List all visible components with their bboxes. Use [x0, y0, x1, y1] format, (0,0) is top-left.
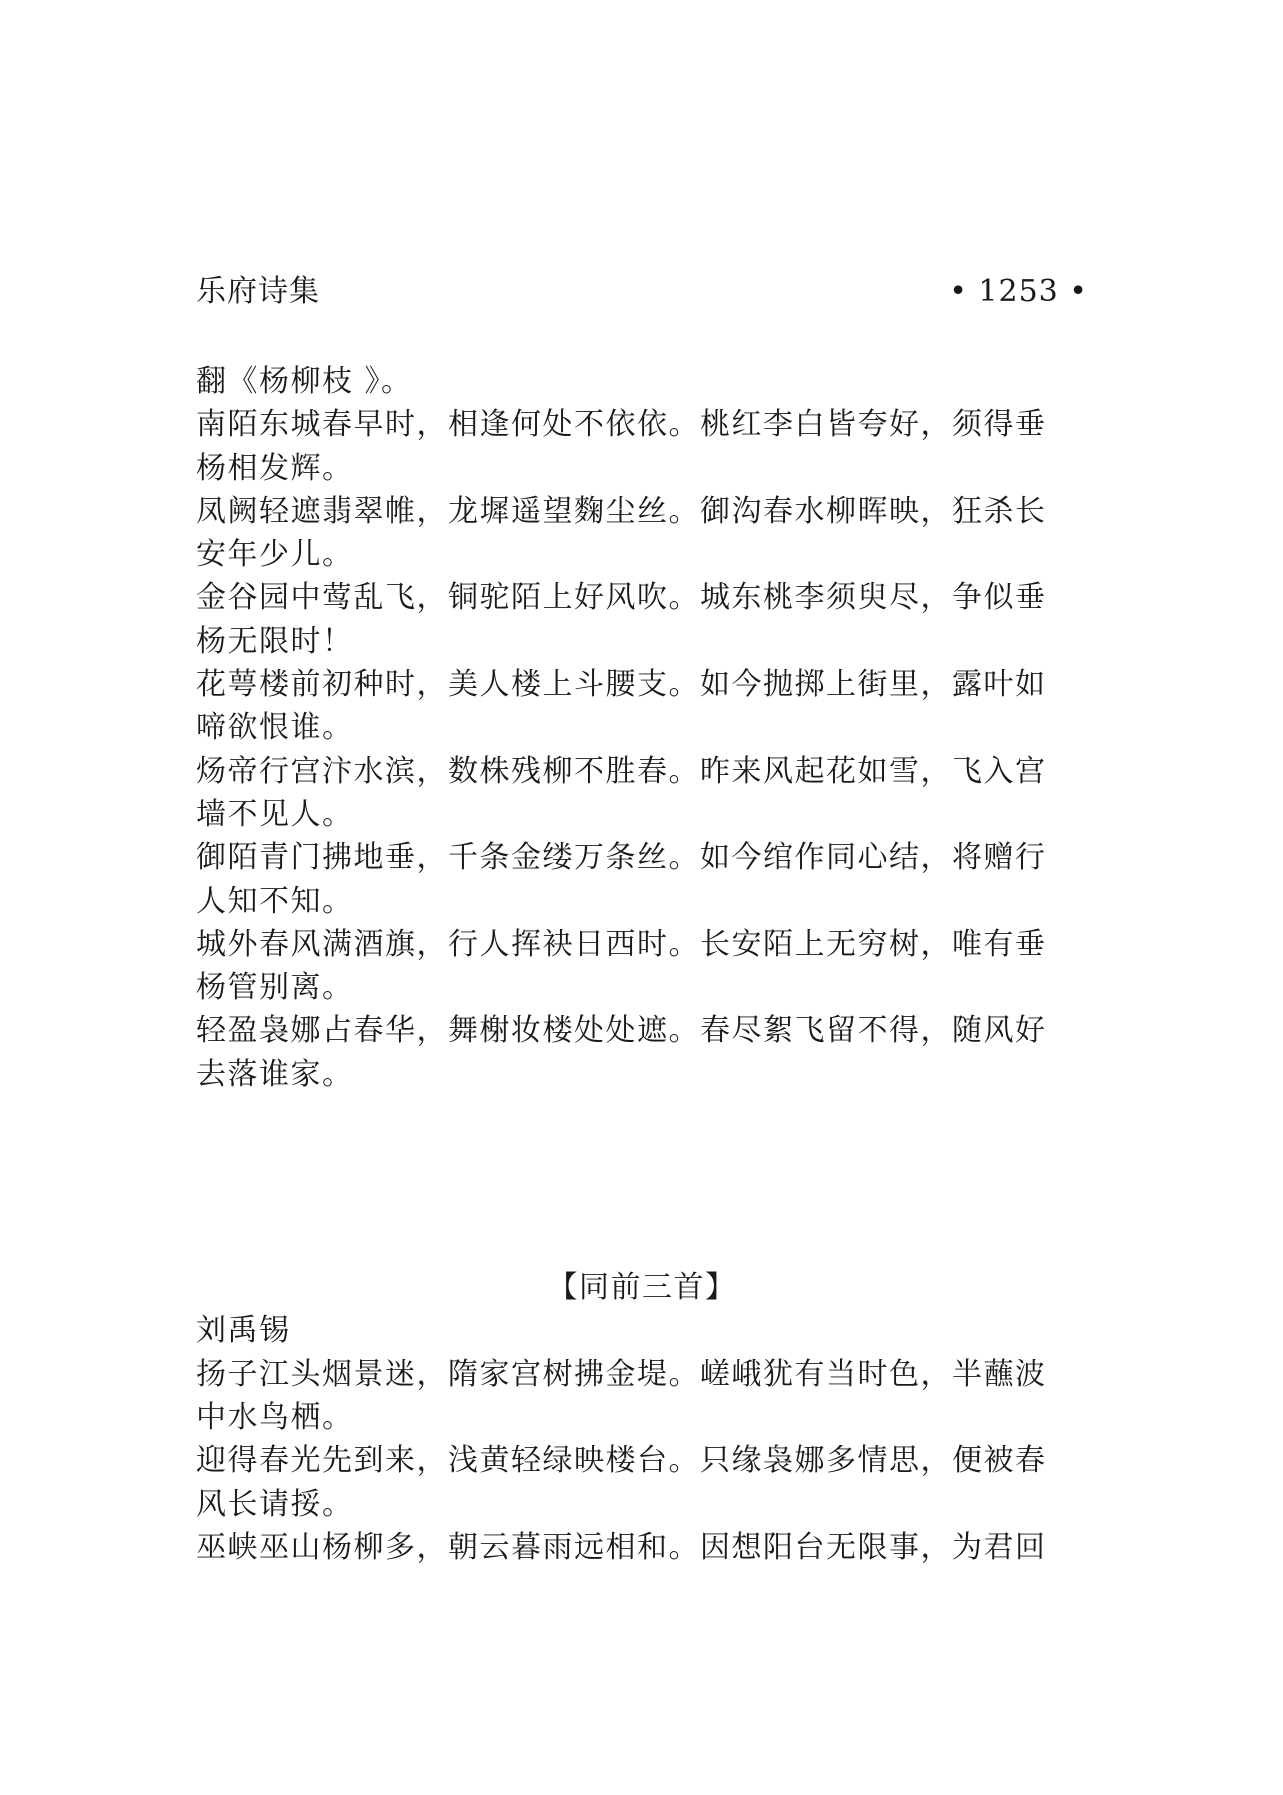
text-line: 城外春风满酒旗，行人挥袂日西时。长安陌上无穷树，唯有垂 [196, 926, 1047, 962]
text-line: 炀帝行宫汴水滨，数株残柳不胜春。昨来风起花如雪，飞入宫 [196, 753, 1047, 789]
text-line: 金谷园中莺乱飞，铜驼陌上好风吹。城东桃李须臾尽，争似垂 [196, 580, 1047, 616]
text-line: 风长请挼。 [196, 1486, 354, 1522]
text-line: 御陌青门拂地垂，千条金缕万条丝。如今绾作同心结，将赠行 [196, 840, 1047, 876]
text-line: 南陌东城春早时，相逢何处不依依。桃红李白皆夸好，须得垂 [196, 407, 1047, 443]
text-line: 安年少儿。 [196, 537, 354, 573]
document-page [196, 262, 1088, 1569]
text-line: 人知不知。 [196, 883, 354, 919]
author-name: 刘禹锡 [196, 1313, 291, 1349]
book-title: 乐府诗集 [196, 274, 320, 309]
text-line: 巫峡巫山杨柳多，朝云暮雨远相和。因想阳台无限事，为君回 [196, 1529, 1047, 1565]
text-line: 去落谁家。 [196, 1056, 354, 1092]
section-spacer [196, 1096, 1088, 1266]
text-line: 迎得春光先到来，浅黄轻绿映楼台。只缘袅娜多情思，便被春 [196, 1443, 1047, 1479]
page-header [196, 262, 1088, 322]
text-line: 杨相发辉。 [196, 450, 354, 486]
text-line: 啼欲恨谁。 [196, 710, 354, 746]
text-line: 中水鸟栖。 [196, 1399, 354, 1435]
section-tongqian-sanshou [196, 1266, 1088, 1569]
text-line: 花萼楼前初种时，美人楼上斗腰支。如今抛掷上街里，露叶如 [196, 667, 1047, 703]
text-line: 凤阙轻遮翡翠帷，龙墀遥望麴尘丝。御沟春水柳晖映，狂杀长 [196, 493, 1047, 529]
section-heading: 【同前三首】 [547, 1270, 737, 1306]
page-number: • 1253 • [949, 274, 1088, 309]
text-line: 翻《杨柳枝 》。 [196, 364, 413, 399]
text-line: 杨管别离。 [196, 970, 354, 1006]
text-line: 轻盈袅娜占春华，舞榭妆楼处处遮。春尽絮飞留不得，随风好 [196, 1013, 1047, 1049]
section-yangliuzhi [196, 360, 1088, 1096]
text-line: 杨无限时！ [196, 623, 354, 659]
text-line: 扬子江头烟景迷，隋家宫树拂金堤。嵯峨犹有当时色，半蘸波 [196, 1356, 1047, 1392]
text-line: 墙不见人。 [196, 796, 354, 832]
